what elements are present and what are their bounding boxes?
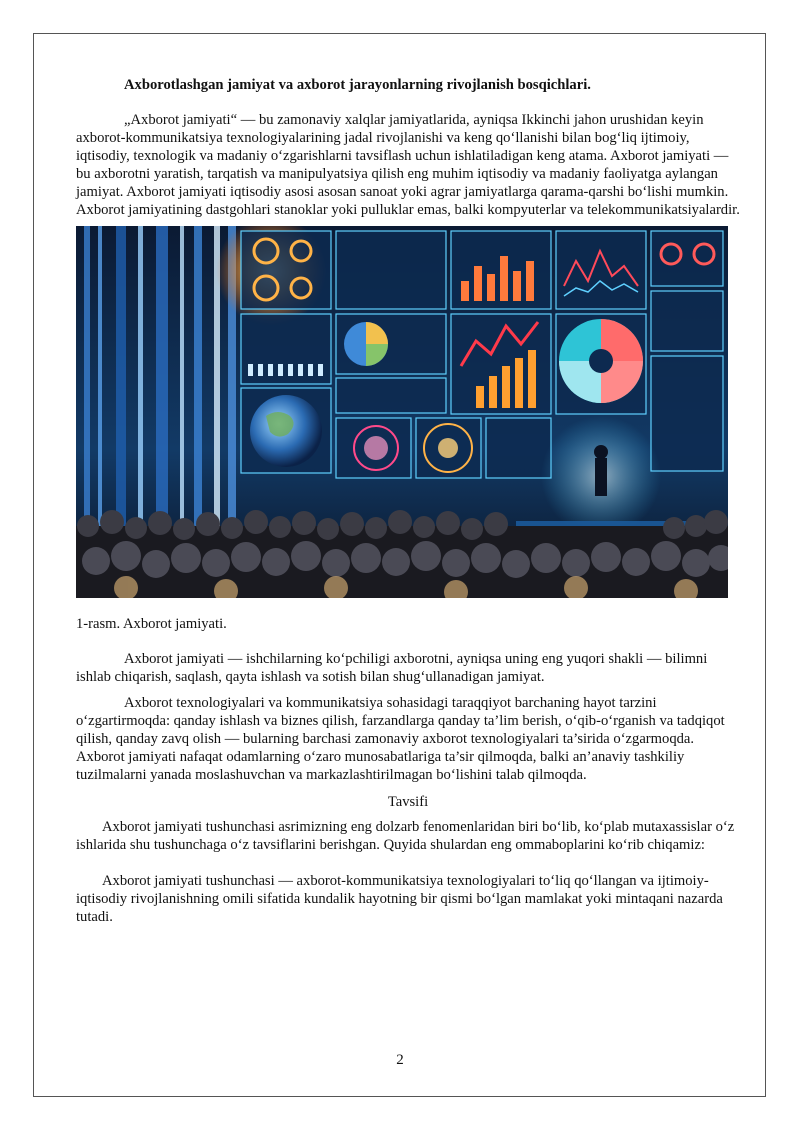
paragraph-concept: Axborot jamiyati tushunchasi — axborot-kommunikatsiya texnologiyalari to‘liq qo‘llangan va ijtimoiy-iqtisodiy rivojlanishning omili sifatida kundalik hayotning bir qismi bo‘lgan mamlakat yoki mintaqani nazarda tutadi. (76, 873, 723, 925)
paragraph-definition: Axborot jamiyati — ishchilarning ko‘pchiligi axborotni, ayniqsa uning eng yuqori shakli — bilimni ishlab chiqarish, saqlash, qayta ishlash va sotish bilan shug‘ullanadigan jamiyat. (76, 651, 708, 685)
figure-information-society (76, 226, 728, 598)
section-heading: Tavsifi (387, 794, 429, 810)
figure-caption: 1-rasm. Axborot jamiyati. (76, 616, 227, 632)
document-body (76, 76, 740, 926)
document-title: Axborotlashgan jamiyat va axborot jarayonlarning rivojlanish bosqichlari. (124, 77, 591, 93)
page-number: 2 (396, 1052, 404, 1068)
paragraph-technology: Axborot texnologiyalari va kommunikatsiya sohasidagi taraqqiyot barchaning hayot tarzini o‘zgartirmoqda: qanday ishlash va biznes qilish, farzandlarga qanday ta’lim berish, o‘qib-o‘rganish va tadqiqot qilish, qanday zavq olish — bularning barchasi zamonaviy axborot texnologiyalari ta’sirida o‘zgarmoqda. Axborot jamiyati nafaqat odamlarning o‘zaro munosabatlariga ta’sir qilmoqda, balki an’anaviy tashkiliy tuzilmalarni yanada moslashuvchan va markazlashtirilmagan bo‘lishini talab qilmoqda. (76, 695, 725, 783)
figure-illustration (76, 226, 728, 598)
spacer (76, 854, 740, 872)
paragraph-description: Axborot jamiyati tushunchasi asrimizning eng dolzarb fenomenlaridan biri bo‘lib, ko‘plab mutaxassislar o‘z ishlarida shu tushunchaga o‘z tavsiflarini berishgan. Quyida shulardan eng ommaboplarini ko‘rib chiqamiz: (76, 819, 735, 853)
paragraph-intro: „Axborot jamiyati“ — bu zamonaviy xalqlar jamiyatlarida, ayniqsa Ikkinchi jahon urushidan keyin axborot-kommunikatsiya texnologiyalarining jadal rivojlanishi va keng qo‘llanishi bilan bog‘liq ijtimoiy, iqtisodiy, texnologik va madaniy o‘zgarishlarni tavsiflash uchun ishlatiladigan keng atama. Axborot jamiyati — bu axborotni yaratish, tarqatish va manipulyatsiya qilish eng muhim iqtisodiy va madaniy faoliyatga aylangan jamiyat. Axborot jamiyati iqtisodiy asosi asosan sanoat yoki agrar jamiyatlarga qarama-qarshi bo‘lishi mumkin. Axborot jamiyatining dastgohlari stanoklar yoki pulluklar emas, balki kompyuterlar va telekommunikatsiyalardir. (76, 112, 740, 218)
